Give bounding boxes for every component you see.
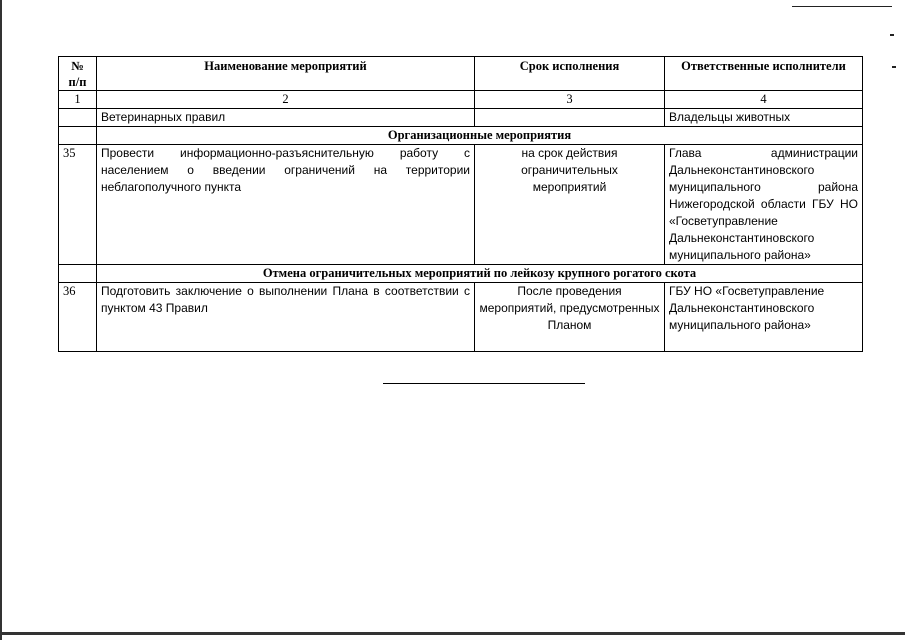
scan-bottom-edge [0, 632, 905, 635]
margin-mark [890, 34, 894, 36]
name-cell: Провести информационно-разъяснительную работу с населением о введении ограничений на территории неблагополучного пункта [97, 145, 475, 265]
num-cell [59, 127, 97, 145]
col-number: 3 [475, 91, 665, 109]
name-cell: Подготовить заключение о выполнении Плана в соответствии с пунктом 43 Правил [97, 283, 475, 352]
term-cell: После проведения мероприятий, предусмотренных Планом [475, 283, 665, 352]
table-row [59, 283, 863, 352]
section-heading: Организационные мероприятия [97, 127, 863, 145]
section-row [59, 127, 863, 145]
end-rule [383, 383, 585, 384]
table-header-row [59, 57, 863, 91]
header-rule [792, 6, 892, 7]
column-numbers-row [59, 91, 863, 109]
num-cell: 36 [59, 283, 97, 352]
resp-cell: Глава администрации Дальнеконстантиновского муниципального района Нижегородской области ГБУ НО «Госветуправление Дальнеконстантиновского муниципального района» [665, 145, 863, 265]
header-term: Срок исполнения [475, 57, 665, 91]
resp-cell: ГБУ НО «Госветуправление Дальнеконстантиновского муниципального района» [665, 283, 863, 352]
table-row [59, 145, 863, 265]
margin-mark [892, 66, 896, 68]
activities-table [58, 56, 863, 352]
header-num: № п/п [59, 57, 97, 91]
header-name: Наименование мероприятий [97, 57, 475, 91]
col-number: 4 [665, 91, 863, 109]
num-cell [59, 265, 97, 283]
resp-cell: Владельцы животных [665, 109, 863, 127]
table-row [59, 109, 863, 127]
scan-left-edge [0, 0, 2, 640]
col-number: 1 [59, 91, 97, 109]
col-number: 2 [97, 91, 475, 109]
name-cell: Ветеринарных правил [97, 109, 475, 127]
header-resp: Ответственные исполнители [665, 57, 863, 91]
term-cell: на срок действия ограничительных мероприятий [475, 145, 665, 265]
section-row [59, 265, 863, 283]
num-cell: 35 [59, 145, 97, 265]
num-cell [59, 109, 97, 127]
section-heading: Отмена ограничительных мероприятий по лейкозу крупного рогатого скота [97, 265, 863, 283]
term-cell [475, 109, 665, 127]
